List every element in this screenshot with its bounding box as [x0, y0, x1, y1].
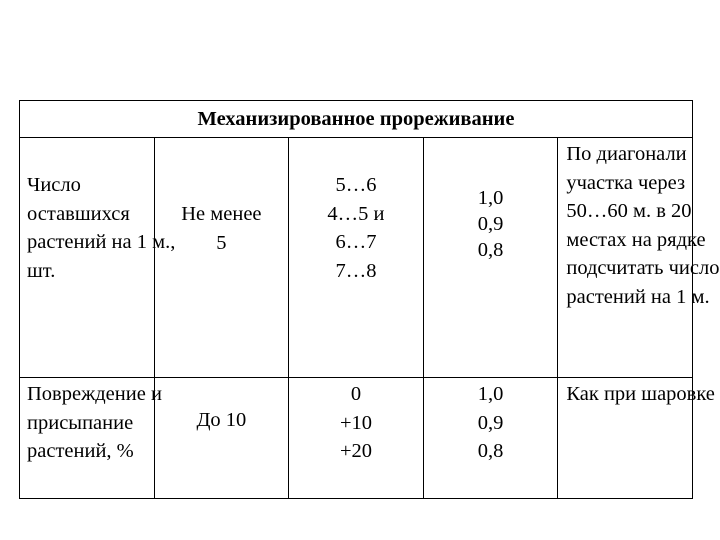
coefficient-cell: [423, 138, 558, 378]
parameter-line: Число: [27, 174, 81, 196]
coefficient-line: 0,8: [477, 440, 504, 462]
method-line: местах на рядке: [566, 228, 706, 251]
parameter-cell: [20, 138, 176, 378]
table-title: Механизированное прореживание: [20, 101, 693, 138]
coefficient-line: 0,9: [477, 213, 504, 235]
parameter-line: растений на 1 м.,: [27, 231, 176, 253]
value-line: 5…6: [335, 174, 377, 196]
method-line: 50…60 м. в 20: [566, 200, 692, 222]
norm-line: До 10: [196, 409, 247, 431]
value-line: 6…7: [335, 231, 377, 253]
table-title-row: [20, 101, 693, 138]
norm-line: 5: [216, 231, 227, 254]
coefficient-line: 0,9: [477, 411, 504, 434]
value-line: +20: [339, 440, 373, 462]
value-line: 7…8: [335, 259, 377, 282]
method-cell: [558, 378, 715, 499]
table-row: [20, 378, 693, 499]
operation-quality-table: [19, 100, 720, 499]
parameter-cell: [20, 378, 162, 499]
parameter-line: Повреждение и: [27, 383, 162, 405]
method-cell: [558, 138, 720, 378]
value-line: +10: [339, 411, 373, 434]
values-cell: [289, 138, 424, 378]
table-row: [20, 138, 693, 378]
coefficient-line: 1,0: [477, 187, 504, 209]
value-line: 0: [350, 383, 362, 405]
method-line: Как при шаровке: [566, 383, 715, 405]
coefficient-cell: [423, 378, 558, 499]
norm-line: Не менее: [181, 203, 262, 225]
method-line: По диагонали: [566, 143, 687, 165]
norm-cell: [154, 138, 289, 378]
method-line: подсчитать число: [566, 257, 720, 279]
coefficient-line: 0,8: [477, 239, 504, 261]
values-cell: [289, 378, 424, 499]
method-line: растений на 1 м.: [566, 285, 710, 308]
method-line: участка через: [566, 171, 686, 194]
parameter-line: оставшихся: [27, 202, 130, 225]
norm-cell: [154, 378, 289, 499]
parameter-line: присыпание: [27, 411, 134, 434]
parameter-line: шт.: [27, 259, 56, 282]
parameter-line: растений, %: [27, 440, 134, 462]
coefficient-line: 1,0: [477, 383, 504, 405]
value-line: 4…5 и: [327, 202, 385, 225]
